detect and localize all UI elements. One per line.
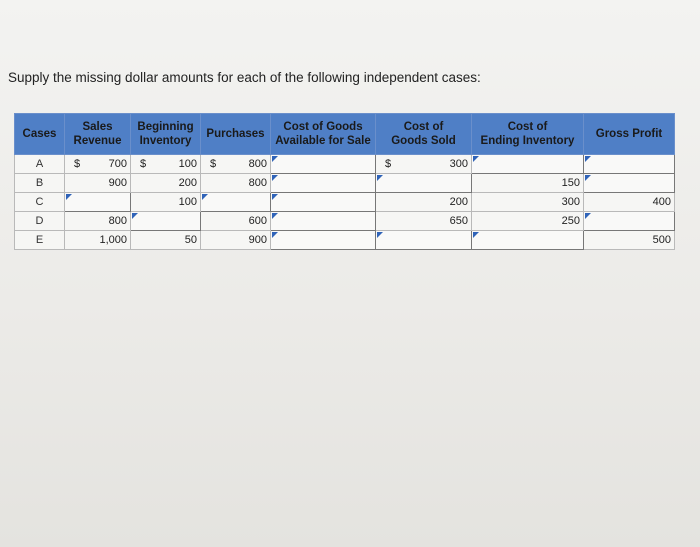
instructions-text: Supply the missing dollar amounts for each of the following independent cases: [8,70,481,85]
header-cost-of-ending-inventory: Cost of Ending Inventory [472,114,584,155]
dollar-sign: $ [385,158,392,170]
gross-profit-input[interactable] [584,212,675,231]
beginning-inventory-cell: 100 [131,193,201,212]
cost-of-goods-available-input[interactable] [271,193,376,212]
purchases-cell: 600 [201,212,271,231]
purchases-cell: 800 [201,174,271,193]
cost-of-goods-available-input[interactable] [271,155,376,174]
table-row [15,231,675,250]
dollar-sign: $ [140,158,147,170]
cost-of-goods-available-input[interactable] [271,212,376,231]
case-label: C [15,193,65,212]
ending-inventory-input[interactable] [472,155,584,174]
dollar-sign: $ [74,158,81,170]
sales-revenue-input[interactable] [65,193,131,212]
table-row [15,212,675,231]
case-label: D [15,212,65,231]
header-cases: Cases [15,114,65,155]
cost-of-goods-available-input[interactable] [271,231,376,250]
sales-revenue-cell: 900 [65,174,131,193]
beginning-inventory-cell: $ 100 [131,155,201,174]
case-label: E [15,231,65,250]
cost-of-goods-sold-cell: 200 [376,193,472,212]
header-purchases: Purchases [201,114,271,155]
inventory-table [14,113,674,250]
case-label: A [15,155,65,174]
ending-inventory-cell: 300 [472,193,584,212]
gross-profit-input[interactable] [584,174,675,193]
sales-revenue-cell: $ 700 [65,155,131,174]
header-row [15,114,675,155]
purchases-cell: $ 800 [201,155,271,174]
dollar-sign: $ [210,158,217,170]
header-gross-profit: Gross Profit [584,114,675,155]
case-label: B [15,174,65,193]
ending-inventory-cell: 150 [472,174,584,193]
cost-of-goods-sold-input[interactable] [376,174,472,193]
table-row [15,193,675,212]
beginning-inventory-cell: 50 [131,231,201,250]
beginning-inventory-cell: 200 [131,174,201,193]
header-cost-of-goods-sold: Cost of Goods Sold [376,114,472,155]
gross-profit-cell: 400 [584,193,675,212]
cost-of-goods-sold-cell: 650 [376,212,472,231]
cost-of-goods-sold-input[interactable] [376,231,472,250]
purchases-cell: 900 [201,231,271,250]
gross-profit-cell: 500 [584,231,675,250]
purchases-input[interactable] [201,193,271,212]
sales-revenue-cell: 1,000 [65,231,131,250]
gross-profit-input[interactable] [584,155,675,174]
header-beginning-inventory: Beginning Inventory [131,114,201,155]
table-row [15,174,675,193]
ending-inventory-cell: 250 [472,212,584,231]
header-sales-revenue: Sales Revenue [65,114,131,155]
sales-revenue-cell: 800 [65,212,131,231]
cost-of-goods-available-input[interactable] [271,174,376,193]
ending-inventory-input[interactable] [472,231,584,250]
cost-of-goods-sold-cell: $ 300 [376,155,472,174]
beginning-inventory-input[interactable] [131,212,201,231]
table-row [15,155,675,174]
header-cost-of-goods-available: Cost of Goods Available for Sale [271,114,376,155]
